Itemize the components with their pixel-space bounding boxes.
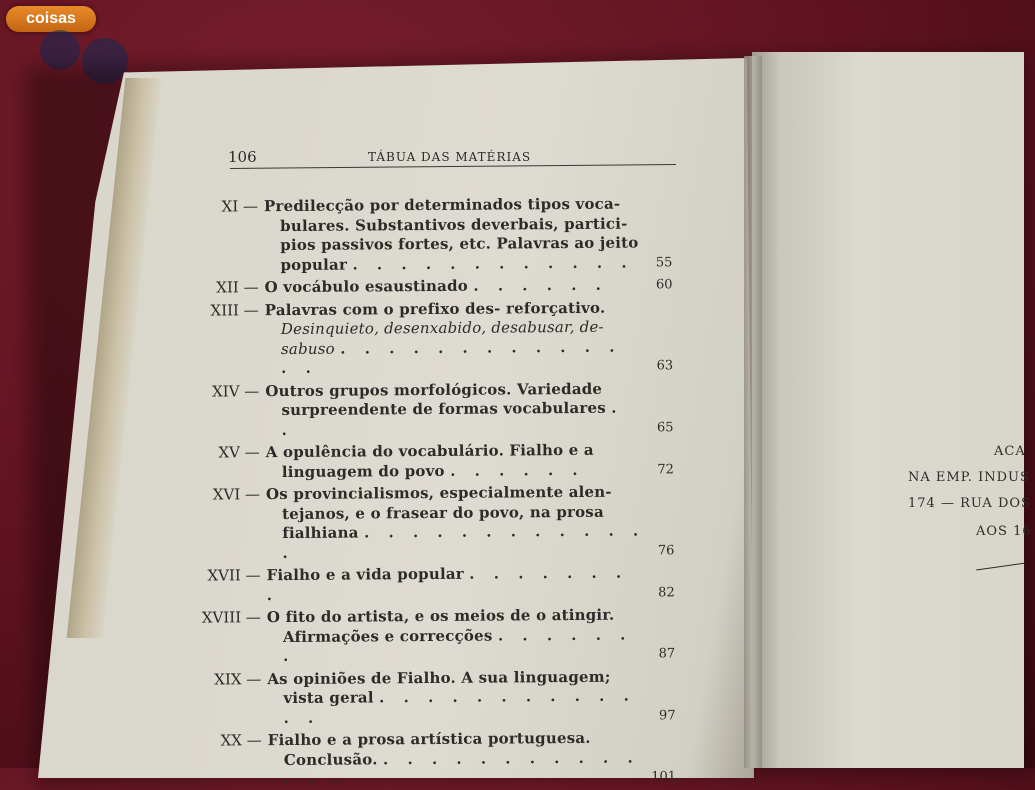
entry-line: Desinquieto, desenxabido, desabusar, de- — [280, 317, 604, 339]
page-ref: 97 — [658, 707, 676, 723]
page-ref: 72 — [657, 461, 674, 477]
toc-entry: XX — Fialho e a prosa artística portuguesa. Conclusão. . . . . . . . . . . . . . . 101 — [182, 728, 682, 790]
entry-line: A opulência do vocabulário. Fialho e a — [265, 440, 594, 462]
page-ref: 76 — [657, 542, 675, 558]
entry-line: bulares. Substantivos deverbais, partici- — [280, 214, 628, 235]
entry-line: Fialho e a vida popular — [266, 564, 464, 585]
page-ref: 101 — [651, 769, 677, 785]
chapter-number: XX — — [220, 731, 262, 750]
toc-entry: XVII — Fialho e a vida popular . . . . . . . . 82 — [181, 563, 681, 605]
page-ref: 60 — [655, 277, 673, 293]
chapter-number: XIX — — [214, 669, 262, 689]
entry-line: Predilecção por determinados tipos voca- — [263, 194, 621, 216]
entry-line: surpreendente de formas vocabulares — [281, 398, 606, 420]
page-ref: 63 — [656, 358, 674, 374]
watermark-decoration — [40, 30, 80, 70]
entry-line: Palavras com o prefixo des- reforçativo. — [264, 298, 606, 319]
entry-line: O vocábulo esaustinado — [264, 276, 469, 297]
toc-entry: XVI — Os provincialismos, especialmente alen- tejanos, e o frasear do povo, na prosa fialhiana . . . . . . . . . . . . . 76 — [180, 482, 681, 563]
toc-entry: XV — A opulência do vocabulário. Fialho e a linguagem do povo . . . . . . 72 — [180, 440, 680, 482]
entry-line: As opiniões de Fialho. A sua linguagem; — [267, 667, 611, 688]
chapter-number: XVIII — — [201, 608, 261, 627]
watermark-logo: coisas — [6, 6, 96, 32]
chapter-number: XVII — — [207, 566, 261, 585]
toc-entry: XII — O vocábulo esaustinado . . . . . . 60 — [179, 275, 679, 298]
entry-line: Conclusão. — [283, 749, 378, 769]
entry-line: pios passivos fortes, etc. Palavras ao jeito — [280, 233, 639, 255]
toc-entry: XIII — Palavras com o prefixo des- reforçativo. Desinquieto, desenxabido, desabusar, de- sabuso . . . . . . . . . . . . . . 63 — [179, 298, 680, 379]
chapter-number: XII — — [216, 278, 259, 297]
entry-line: tejanos, e o frasear do povo, na prosa — [282, 502, 604, 523]
imprint-line: NA EMP. INDUS — [908, 470, 1030, 485]
chapter-number: XIV — — [212, 381, 260, 401]
imprint-line: ACA — [994, 444, 1026, 459]
chapter-number: XV — — [218, 443, 260, 462]
toc-entry: XIV — Outros grupos morfológicos. Variedade surpreendente de formas vocabulares . . 65 — [179, 379, 679, 441]
entry-line: Os provincialismos, especialmente alen- — [265, 482, 612, 504]
entry-line: Fialho e a prosa artística portuguesa. — [267, 728, 591, 750]
toc-entry: XIX — As opiniões de Fialho. A sua linguagem; vista geral . . . . . . . . . . . . . 97 — [181, 667, 681, 729]
entry-line: sabuso — [280, 339, 335, 358]
book-gutter — [744, 56, 762, 768]
table-of-contents — [178, 194, 682, 790]
entry-line: O fito do artista, e os meios de o atingir. — [266, 605, 615, 627]
page-ref: 87 — [658, 646, 676, 662]
toc-entry: XVIII — O fito do artista, e os meios de o atingir. Afirmações e correcções . . . . . . . 87 — [181, 605, 681, 667]
entry-line: Afirmações e correcções — [282, 626, 493, 646]
entry-line: popular — [280, 255, 348, 274]
entry-line: Outros grupos morfológicos. Variedade — [265, 379, 603, 400]
chapter-number: XVI — — [212, 485, 261, 504]
entry-line: linguagem do povo — [281, 461, 445, 481]
imprint-line: 174 — RUA DOS — [908, 496, 1031, 511]
page-number: 106 — [228, 148, 257, 166]
imprint-line: AOS 16 — [976, 524, 1032, 539]
entry-line: fialhiana — [282, 523, 359, 543]
right-page — [752, 52, 1024, 768]
toc-entry: XI — Predilecção por determinados tipos voca- bulares. Substantivos deverbais, partici- pios passivos fortes, etc. Palavras ao jeito popular . . . . . . . . . . . . 55 — [178, 194, 679, 275]
page-ref: 55 — [655, 254, 673, 270]
running-title: TÁBUA DAS MATÉRIAS — [368, 150, 532, 164]
page-ref: 65 — [656, 419, 674, 435]
chapter-number: XIII — — [210, 300, 259, 320]
page-ref: 82 — [658, 584, 675, 600]
entry-line: vista geral — [283, 688, 374, 708]
chapter-number: XI — — [221, 197, 259, 216]
